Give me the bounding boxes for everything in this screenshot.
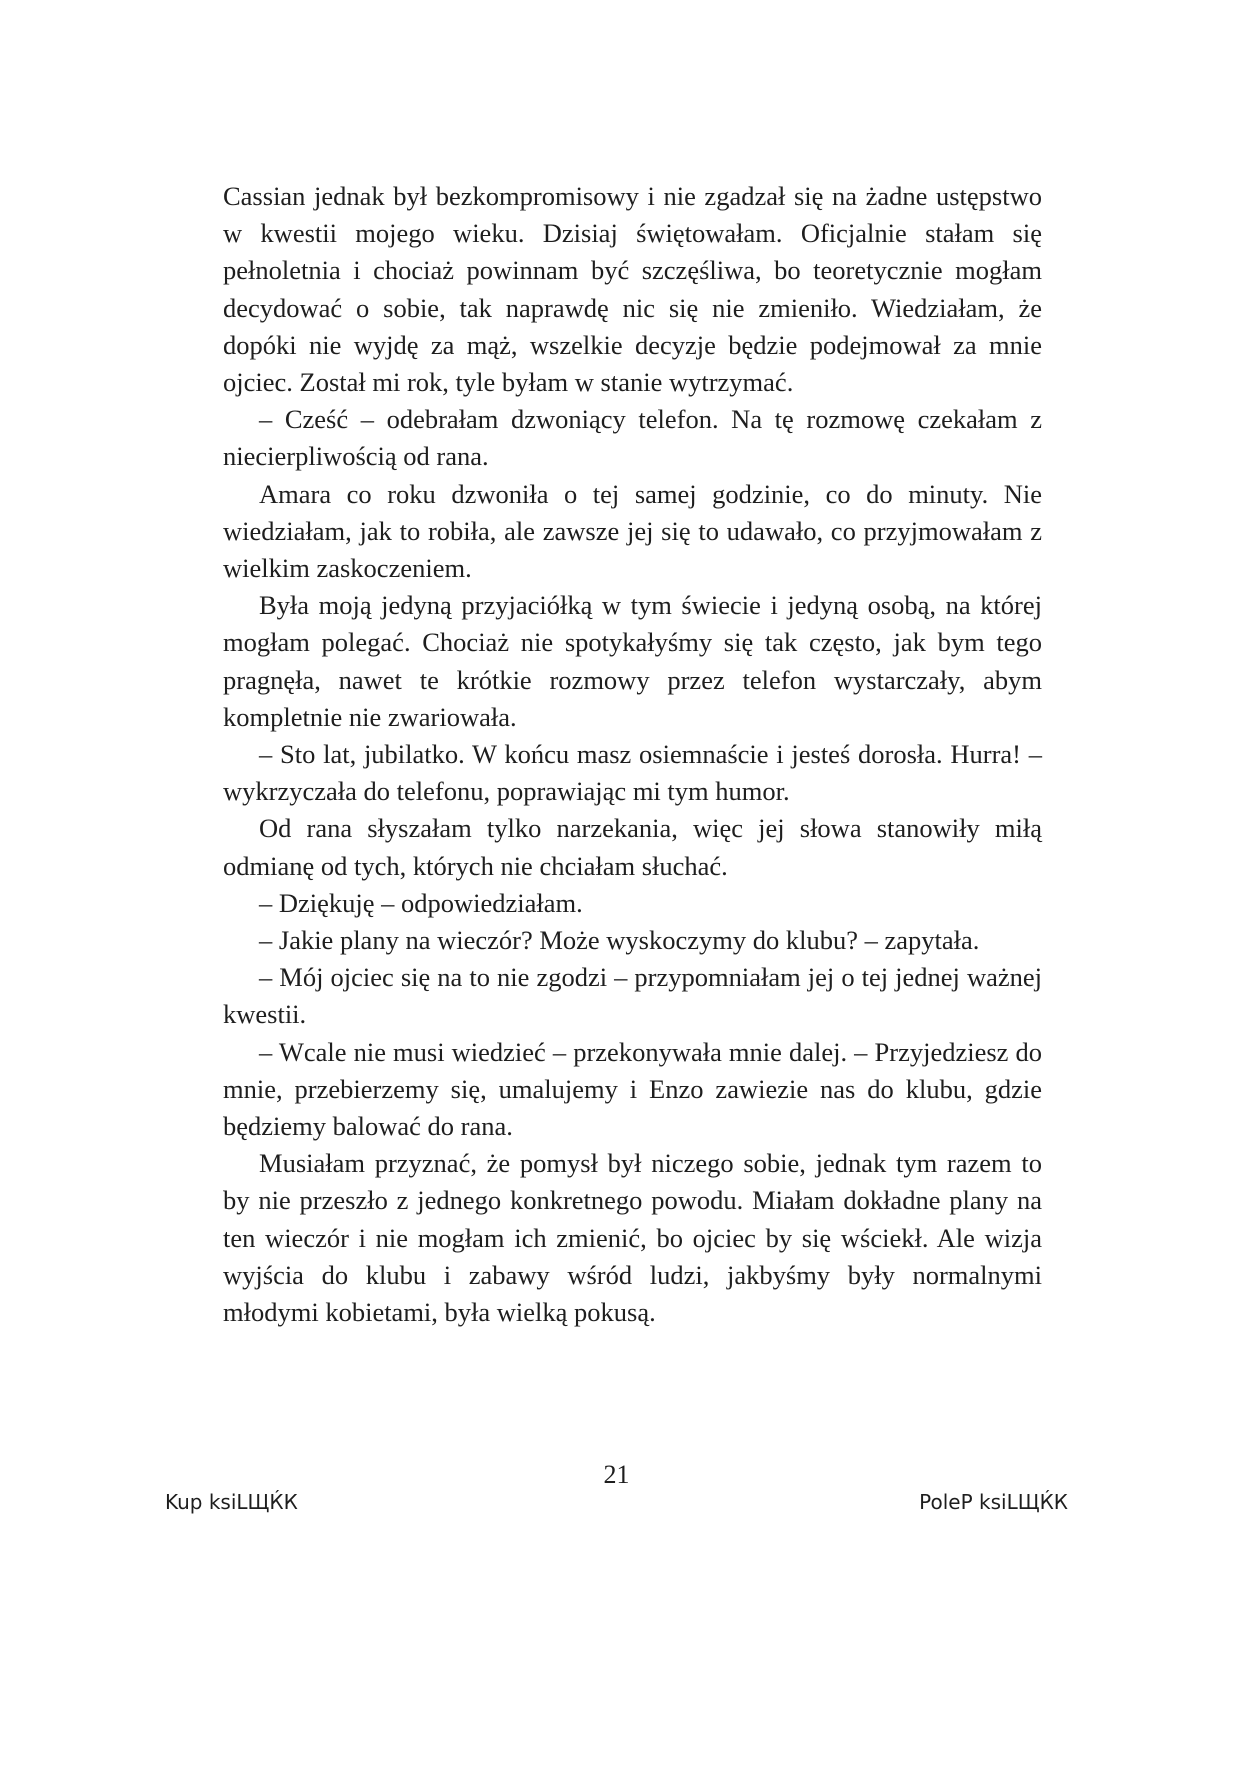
paragraph: – Sto lat, jubilatko. W końcu masz osiemnaście i jesteś dorosła. Hurra! – wykrzyczała do telefonu, poprawiając mi tym humor. — [223, 739, 1042, 807]
paragraph: – Wcale nie musi wiedzieć – przekonywała mnie dalej. – Przyjedziesz do mnie, przebierzemy się, umalujemy i Enzo zawiezie nas do klubu, gdzie będziemy balować do rana. — [223, 1036, 1042, 1142]
footer-recommend-link[interactable]: PoleP ksiLЩЌК — [919, 1490, 1068, 1514]
paragraph: Cassian jednak był bezkompromisowy i nie zgadzał się na żadne ustępstwo w kwestii mojego wieku. Dzisiaj świętowałam. Oficjalnie stałam się pełnoletnia i chociaż powinnam być szczęśliwa, bo teoretycznie mogłam decydować o sobie, tak naprawdę nic się nie zmieniło. Wiedziałam, że dopóki nie wyjdę za mąż, wszelkie decyzje będzie podejmował za mnie ojciec. Został mi rok, tyle byłam w stanie wytrzymać. — [223, 181, 1042, 398]
paragraph: – Dziękuję – odpowiedziałam. — [259, 887, 583, 918]
footer-buy-link[interactable]: Kup ksiLЩЌК — [165, 1490, 298, 1514]
paragraph: – Mój ojciec się na to nie zgodzi – przypomniałam jej o tej jednej ważnej kwestii. — [223, 962, 1042, 1030]
paragraph: – Jakie plany na wieczór? Może wyskoczymy do klubu? – zapytała. — [259, 925, 980, 956]
paragraph: – Cześć – odebrałam dzwoniący telefon. Na tę rozmowę czekałam z niecierpliwością od rana. — [223, 404, 1042, 472]
paragraph: Amara co roku dzwoniła o tej samej godzinie, co do minuty. Nie wiedziałam, jak to robiła, ale zawsze jej się to udawało, co przyjmowałam z wielkim zaskoczeniem. — [223, 478, 1042, 584]
paragraph: Musiałam przyznać, że pomysł był niczego sobie, jednak tym razem to by nie przeszło z jednego konkretnego powodu. Miałam dokładne plany na ten wieczór i nie mogłam ich zmienić, bo ojciec by się wściekł. Ale wizja wyjścia do klubu i zabawy wśród ludzi, jakbyśmy były normalnymi młodymi kobietami, była wielką pokusą. — [223, 1148, 1042, 1328]
paragraph: Była moją jedyną przyjaciółką w tym świecie i jedyną osobą, na której mogłam polegać. Chociaż nie spotykałyśmy się tak często, jak bym tego pragnęła, nawet te krótkie rozmowy przez telefon wystarczały, abym kompletnie nie zwariowała. — [223, 590, 1042, 732]
page-number: 21 — [603, 1460, 630, 1489]
body-text — [223, 178, 1042, 1331]
paragraph: Od rana słyszałam tylko narzekania, więc jej słowa stanowiły miłą odmianę od tych, których nie chciałam słuchać. — [223, 813, 1042, 881]
